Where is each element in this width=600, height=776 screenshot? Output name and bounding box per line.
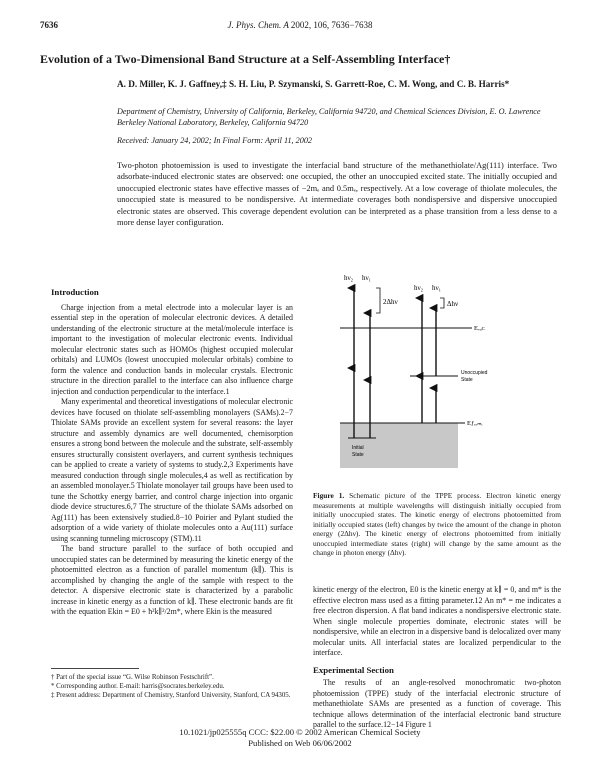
- footnote-corresponding: * Corresponding author. E-mail: harris@socrates.berkeley.edu.: [51, 683, 225, 690]
- abstract: Two-photon photoemission is used to investigate the interfacial band structure of the methanethiolate/Ag(111) interface. Two adsorbate-induced electronic states are observed: one occupied, the other an unoccupied excited state. The initially occupied and unoccupied electronic states have effective masses of −2mₑ and 0.5mₑ, respectively. At a low coverage of thiolate molecules, the unoccupied state is measured to be nondispersive. At intermediate coverages both nondispersive and dispersive unoccupied electronic states are observed. This coverage dependent evolution can be interpreted as a phase transition from a less dense to a more dense layer configuration.: [117, 161, 557, 228]
- journal-citation: 2002, 106, 7636−7638: [290, 20, 373, 30]
- figure-1-caption: [313, 491, 561, 558]
- intro-paragraph-3-cont: kinetic energy of the electron, E0 is the kinetic energy at k∥ = 0, and m* is the effective electron mass used as a fitting parameter.12 An m* = me indicates a free electron dispersion. A flat band indicates a nondispersive electronic state. When single molecule properties dominate, electronic states will be nondispersive, while an electron in a dispersive band is delocalized over many molecular units. All interfacial states are localized perpendicular to the interface.: [313, 585, 561, 657]
- intro-paragraph-3: The band structure parallel to the surface of both occupied and unoccupied states can be determined by measuring the kinetic energy of the photoemitted electron as a function of parallel momentum (k∥). This is accomplished by changing the angle of the sample with respect to the detector. A dispersive electronic state is characterized by a parabolic increase in kinetic energy as a function of k∥. These electronic bands are fit with the equation Ekin = E0 + ħ²k∥²/2m*, where Ekin is the measured: [51, 544, 293, 616]
- experimental-paragraph-1: The results of an angle-resolved monochromatic two-photon photoemission (TPPE) study of the interfacial electronic structure of methanethiolate SAMs are presented as a function of coverage. This technique allows determination of the interfacial electronic band structure parallel to the surface.12−14 Figure 1: [313, 678, 561, 729]
- label-hv-left-2: hν₁: [362, 274, 372, 282]
- label-2dhv: 2Δhν: [383, 298, 398, 306]
- tppe-schematic: [340, 268, 540, 468]
- doi-line: 10.1021/jp025555q CCC: $22.00 © 2002 American Chemical Society: [179, 727, 421, 737]
- figure-1-diagram: [340, 268, 540, 468]
- label-initial: Initial: [352, 445, 364, 451]
- bracket-dhv: [440, 298, 444, 308]
- author-list: A. D. Miller, K. J. Gaffney,‡ S. H. Liu, P. Szymanski, S. Garrett-Roe, C. M. Wong, and C. B. Harris*: [117, 79, 510, 89]
- article-title: Evolution of a Two-Dimensional Band Structure at a Self-Assembling Interface†: [40, 52, 451, 66]
- received-dates: Received: January 24, 2002; In Final Form: April 11, 2002: [117, 136, 313, 145]
- figure-label: Figure 1.: [313, 491, 345, 500]
- bracket-2dhv: [376, 288, 380, 313]
- figure-caption-text: Schematic picture of the TPPE process. Electron kinetic energy measurements at multiple wavelengths will distinguish initially occupied from initially unoccupied states. The kinetic energy of electrons photoemitted from initially occupied states (left) changes by twice the amount of the change in photon energy (2Δhν). The kinetic energy of electrons photoemitted from initially unoccupied intermediate states (right) will change by the same amount as the change in photon energy (Δhν).: [313, 491, 561, 557]
- intro-paragraph-2: Many experimental and theoretical investigations of molecular electronic devices have focused on thiolate self-assembling monolayers (SAMs).2−7 Thiolate SAMs provide an excellent system for several reasons: the layer structure and assembly dynamics are well documented, chemisorption ensures a strong bond between the molecule and the substrate, self-assembly ensures structurally consistent overlayers, and current synthesis techniques can be applied to create a variety of systems to study.2,3 Experiments have measured conduction through single molecules,4 as well as rectification by an assembled monolayer.5 Thiolate monolayer tail groups have been used to tune the Schottky energy barrier, and control charge injection into organic diode device structures.6,7 The structure of the thiolate SAMs adsorbed on Ag(111) has been extensively studied.8−10 Poirier and Pylant studied the adsorption of a wide variety of thiolate molecules onto a Au(111) surface using scanning tunneling microscopy (STM).11: [51, 397, 293, 543]
- label-unoccupied: Unoccupied: [461, 370, 488, 376]
- label-dhv: Δhν: [447, 300, 459, 308]
- intro-paragraph-1: Charge injection from a metal electrode into a molecular layer is an essential step in the operation of molecular electronic devices. A detailed understanding of the electronic structure at the metal/molecule interface is important to the investigation of molecular electronic events. Individual molecular electronic states such as HOMOs (highest occupied molecular orbitals) and LUMOs (lowest unoccupied molecular orbitals) combine to form the valence and conduction bands in molecular crystals. Electronic structure in the direction parallel to the interface can also influence charge injection and conduction perpendicular to the interface.1: [51, 302, 293, 396]
- experimental-heading: Experimental Section: [313, 664, 394, 675]
- label-initial-state: State: [352, 452, 364, 458]
- intro-heading: Introduction: [51, 287, 99, 297]
- page-number: 7636: [40, 20, 58, 30]
- running-header: [0, 20, 600, 30]
- footnote-present-address: ‡ Present address: Department of Chemistry, Stanford University, Stanford, CA 94305.: [51, 692, 291, 699]
- affiliation: Department of Chemistry, University of California, Berkeley, California 94720, and Chemical Sciences Division, E. O. Lawrence Berkeley National Laboratory, Berkeley, California 94720: [117, 107, 541, 127]
- label-hv-left-1: hν₂: [344, 274, 354, 282]
- label-hv-right-2: hν₁: [432, 284, 442, 292]
- footnotes: [51, 673, 293, 700]
- right-column: [313, 585, 561, 731]
- footnote-dagger: † Part of the special issue “G. Wilse Robinson Festschrift”.: [51, 674, 214, 681]
- label-evac: Eᵥₐᴄ: [474, 325, 485, 332]
- journal-name: J. Phys. Chem. A: [227, 20, 289, 30]
- label-unoccupied-state: State: [461, 377, 473, 383]
- footnote-rule: [51, 668, 139, 669]
- left-column: [51, 287, 293, 618]
- published-date: Published on Web 06/06/2002: [248, 738, 352, 748]
- label-hv-right-1: hν₂: [414, 284, 424, 292]
- page-footer: [0, 727, 600, 749]
- label-efermi: Eƒₑᵣₘᵢ: [467, 420, 483, 427]
